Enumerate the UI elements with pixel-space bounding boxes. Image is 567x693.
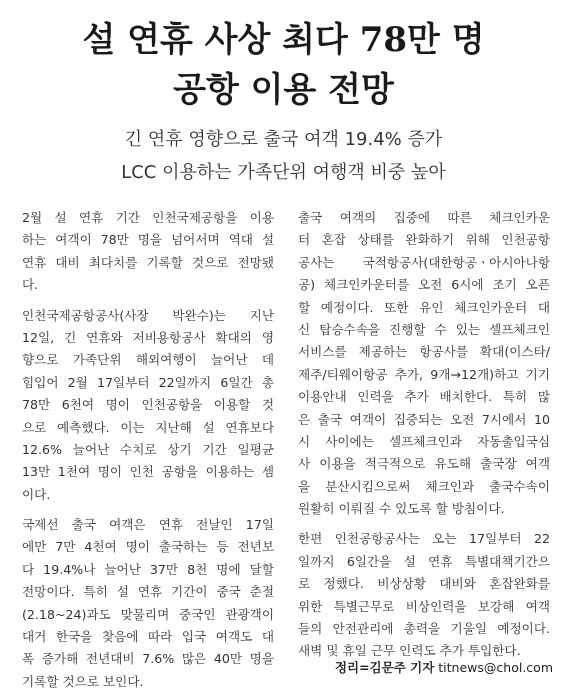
paragraph <box>22 514 274 693</box>
text-line: 힘입어 2월 17일부터 22일까지 6일간 총 <box>22 374 274 390</box>
paragraph-gap <box>22 297 274 305</box>
paragraph <box>22 305 274 507</box>
text-line: 은 출국 여객이 집중되는 오전 7시에서 10 <box>298 411 550 427</box>
text-line: 으로 예측했다. 이는 지난해 설 연휴보다 <box>22 419 274 435</box>
text-line: 대거 한국을 찾음에 따라 입국 여객도 대 <box>22 629 274 645</box>
headline-line-1: 설 연휴 사상 최다 78만 명 <box>82 20 485 60</box>
headline-line-2: 공항 이용 전망 <box>173 70 394 110</box>
text-line: 12.6% 늘어난 수치로 상기 기간 일평균 <box>22 441 274 457</box>
article-column-right <box>298 207 550 663</box>
text-line: 국제선 출국 여객은 연휴 전날인 17일 <box>22 517 274 533</box>
text-line: 공사는 국적항공사(대한항공ㆍ아시아나항 <box>298 254 550 270</box>
text-line: 들의 안전관리에 총력을 기울일 예정이다. <box>298 621 550 637</box>
paragraph <box>22 207 274 297</box>
subheadline-line-1: 긴 연휴 영향으로 출국 여객 19.4% 증가 <box>124 129 443 150</box>
paragraph-gap <box>22 506 274 514</box>
byline-email: titnews@chol.com <box>438 660 553 675</box>
text-line: 78만 6천여 명이 인천공항을 이용할 것 <box>22 397 274 413</box>
text-line: 이다. <box>22 486 51 502</box>
paragraph <box>298 528 550 662</box>
text-line: 이용안내 인력을 추가 배치한다. 특히 많 <box>298 389 550 405</box>
text-line: 인천국제공항공사(사장 박완수)는 지난 <box>22 307 274 323</box>
byline-reporter: 정리=김문주 기자 <box>334 660 435 675</box>
byline <box>335 658 553 676</box>
text-line: 12일, 긴 연휴와 저비용항공사 확대의 영 <box>22 329 274 345</box>
text-line: 폭 증가해 전년대비 7.6% 많은 40만 명을 <box>22 651 274 667</box>
text-line: 새벽 및 휴일 근무 인력도 추가 투입한다. <box>298 643 521 659</box>
text-line: 다 19.4%나 늘어난 37만 8천 명에 달할 <box>22 561 274 577</box>
text-line: 사 이용을 적극적으로 유도해 출국장 여객 <box>298 456 550 472</box>
text-line: (2.18~24)과도 맞물리며 중국인 관광객이 <box>22 606 274 622</box>
text-line: 위한 특별근무로 비상인력을 보강해 여객 <box>298 598 550 614</box>
paragraph <box>298 207 550 520</box>
text-line: 원활히 이뤄질 수 있도록 할 방침이다. <box>298 501 505 517</box>
text-line: 기록할 것으로 보인다. <box>22 673 144 689</box>
text-line: 서비스를 제공하는 항공사를 확대(이스타/ <box>298 344 550 360</box>
text-line: 일까지 6일간을 설 연휴 특별대책기간으 <box>298 553 550 569</box>
text-line: 연휴 대비 최다치를 기록할 것으로 전망됐 <box>22 254 274 270</box>
text-line: 에만 7만 4천여 명이 출국하는 등 전년보 <box>22 539 274 555</box>
text-line: 로 정했다. 비상상황 대비와 혼잡완화를 <box>298 576 550 592</box>
text-line: 전망이다. 특히 설 연휴 기간이 중국 춘절 <box>22 584 274 600</box>
text-line: 제주/티웨이항공 추가, 9개→12개)하고 기기 <box>298 366 550 382</box>
text-line: 공) 체크인카운터를 오전 6시에 조기 오픈 <box>298 277 550 293</box>
text-line: 한편 인천공항공사는 오는 17일부터 22 <box>298 531 550 547</box>
text-line: 신 탑승수속을 진행할 수 있는 셀프체크인 <box>298 321 550 337</box>
paragraph-gap <box>298 520 550 528</box>
text-line: 다. <box>22 277 39 293</box>
article-column-left <box>22 207 274 693</box>
subheadline-line-2: LCC 이용하는 가족단위 여행객 비중 높아 <box>121 162 446 183</box>
text-line: 터 혼잡 상태를 완화하기 위해 인천공항 <box>298 232 550 248</box>
text-line: 13만 1천여 명이 인천 공항을 이용하는 셈 <box>22 464 274 480</box>
text-line: 할 예정이다. 또한 유인 체크인카운터 대 <box>298 299 550 315</box>
text-line: 출국 여객의 집중에 따른 체크인카운 <box>298 210 550 225</box>
text-line: 향으로 가족단위 해외여행이 늘어난 데 <box>22 352 274 368</box>
text-line: 하는 여객이 78만 명을 넘어서며 역대 설 <box>22 232 274 248</box>
text-line: 시 사이에는 셀프체크인과 자동출입국심 <box>298 433 550 449</box>
text-line: 2월 설 연휴 기간 인천국제공항을 이용 <box>22 210 274 225</box>
text-line: 을 분산시킴으로써 체크인과 출국수속이 <box>298 478 550 494</box>
